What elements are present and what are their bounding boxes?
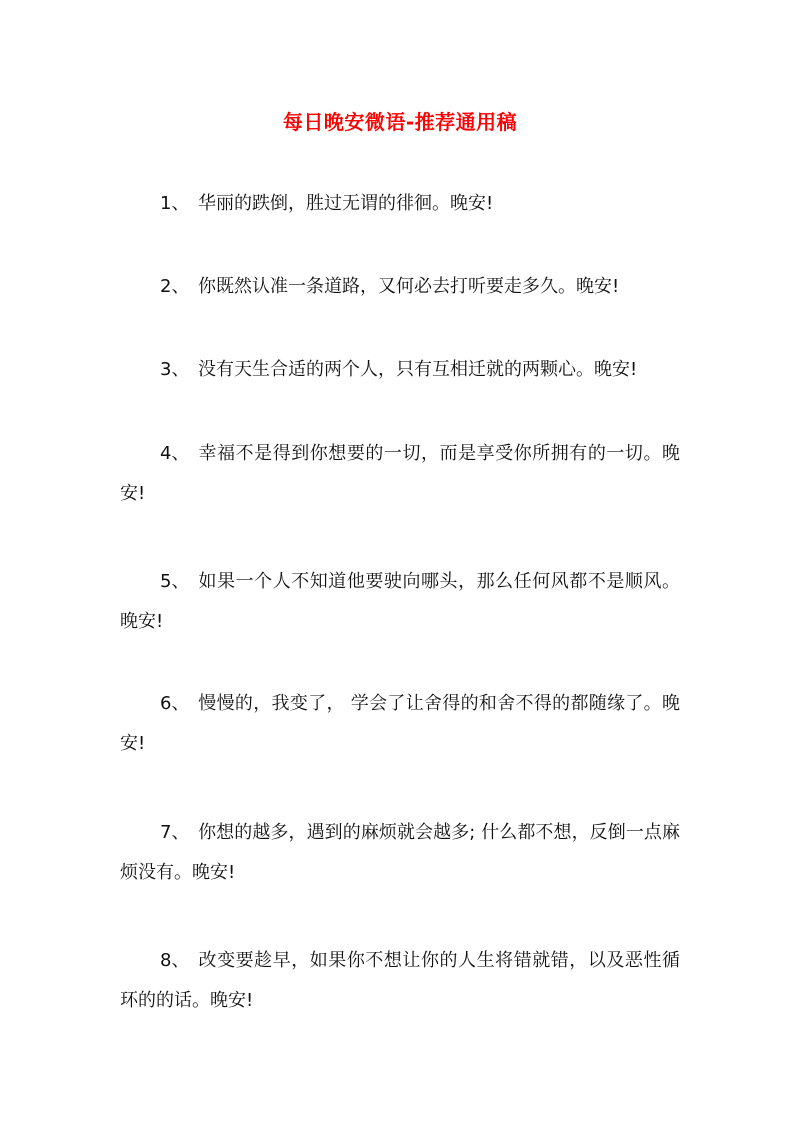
item-text: 改变要趁早，如果你不想让你的人生将错就错，以及恶性循环的的话。晚安! — [120, 950, 680, 1011]
item-text: 慢慢的，我变了， 学会了让舍得的和舍不得的都随缘了。晚安! — [120, 693, 680, 754]
item-text: 没有天生合适的两个人，只有互相迁就的两颗心。晚安! — [198, 359, 638, 380]
list-item — [120, 813, 680, 893]
item-text: 如果一个人不知道他要驶向哪头，那么任何风都不是顺风。晚安! — [120, 571, 680, 632]
list-item — [120, 941, 680, 1021]
list-item — [120, 684, 680, 764]
item-number: 8、 — [160, 950, 190, 971]
item-number: 4、 — [160, 443, 190, 464]
list-item — [120, 267, 680, 307]
item-text: 你既然认准一条道路，又何必去打听要走多久。晚安! — [198, 276, 620, 297]
item-number: 2、 — [160, 276, 190, 297]
item-number: 3、 — [160, 359, 190, 380]
item-text: 幸福不是得到你想要的一切，而是享受你所拥有的一切。晚安! — [120, 443, 680, 504]
item-number: 6、 — [160, 693, 190, 714]
item-text: 你想的越多，遇到的麻烦就会越多; 什么都不想，反倒一点麻烦没有。晚安! — [120, 822, 680, 883]
item-number: 7、 — [160, 822, 190, 843]
item-text: 华丽的跌倒，胜过无谓的徘徊。晚安! — [198, 193, 494, 214]
list-item — [120, 350, 680, 390]
item-number: 1、 — [160, 193, 190, 214]
item-number: 5、 — [160, 571, 190, 592]
list-item — [120, 434, 680, 514]
document-title: 每日晚安微语-推荐通用稿 — [282, 110, 518, 134]
list-item — [120, 562, 680, 642]
list-item — [120, 184, 680, 224]
